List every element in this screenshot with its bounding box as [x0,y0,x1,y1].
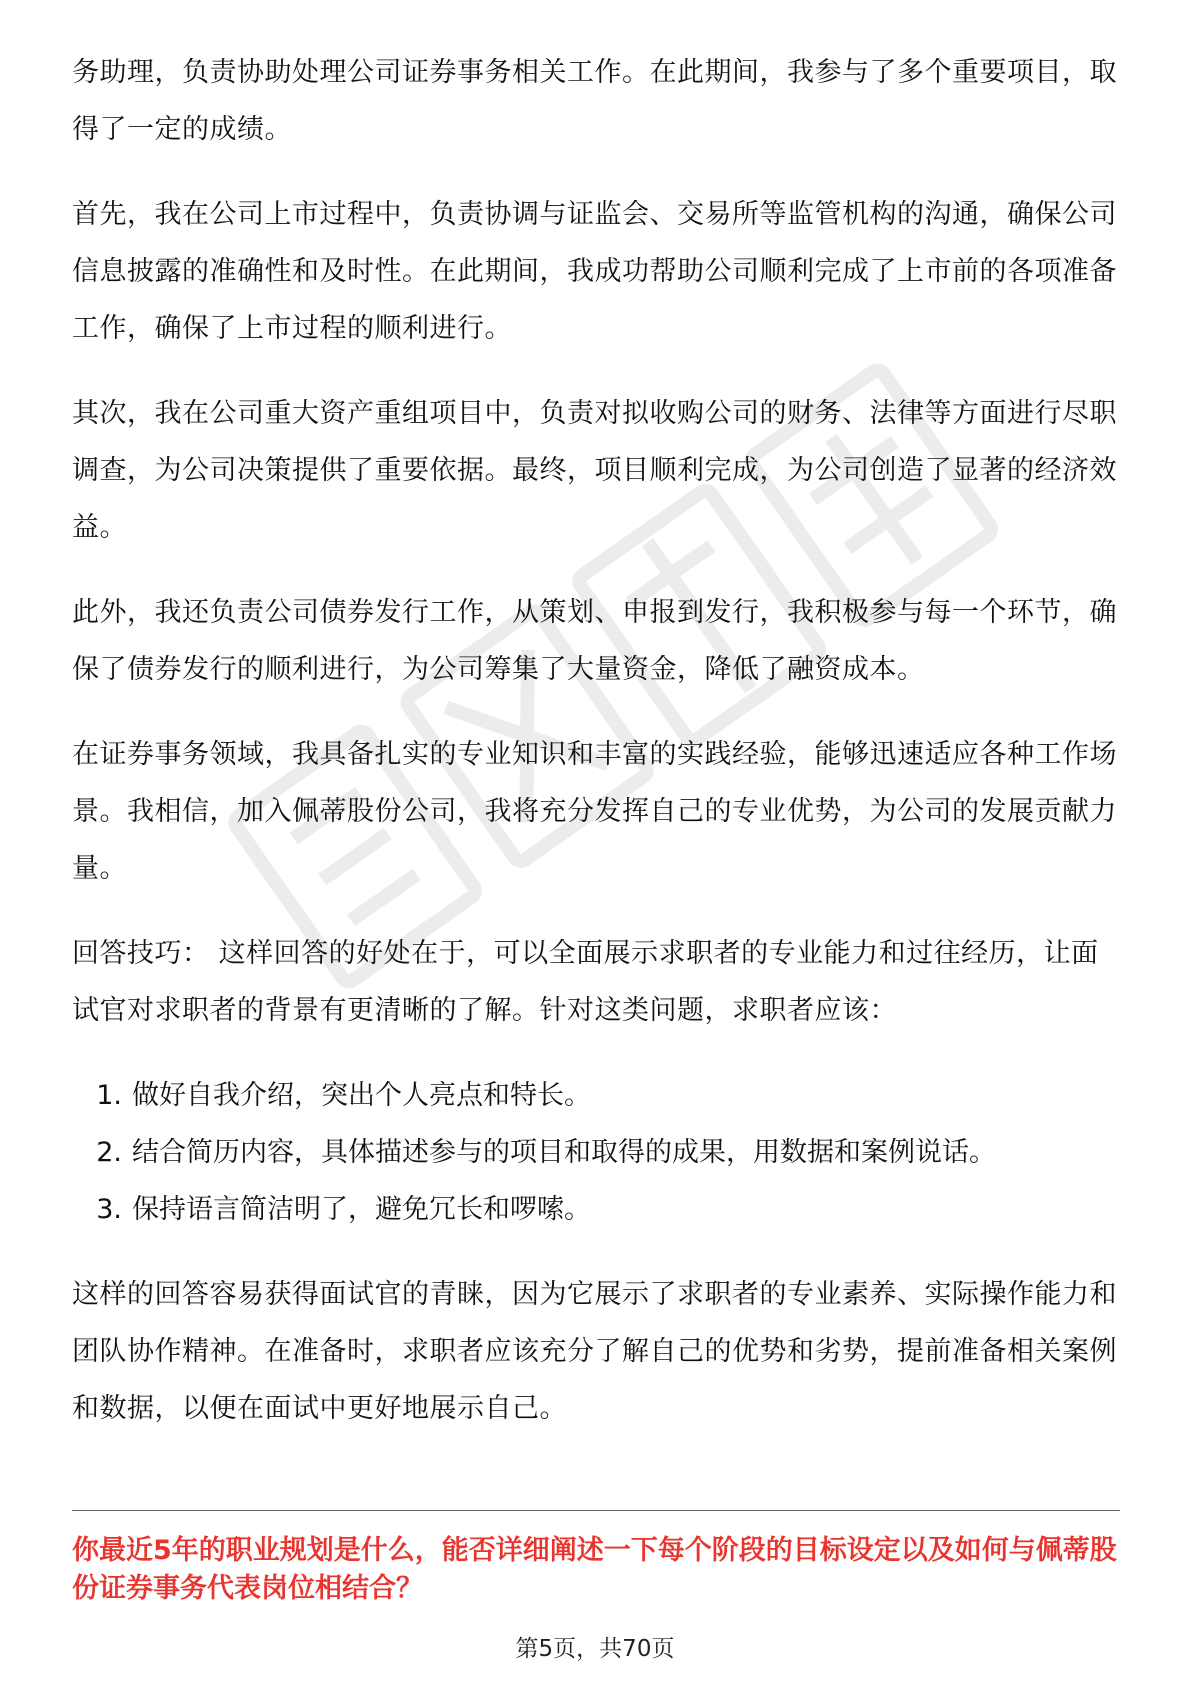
paragraph-first: 首先，我在公司上市过程中，负责协调与证监会、交易所等监管机构的沟通，确保公司信息披露的准确性和及时性。在此期间，我成功帮助公司顺利完成了上市前的各项准备工作，确保了上市过程的顺利进行。 [72,199,1117,344]
list-item-number: 2. [96,1137,122,1168]
paragraph-summary: 在证券事务领域，我具备扎实的专业知识和丰富的实践经验，能够迅速适应各种工作场景。我相信，加入佩蒂股份公司，我将充分发挥自己的专业优势，为公司的发展贡献力量。 [72,739,1117,884]
paragraph-tips-intro: 回答技巧： 这样回答的好处在于，可以全面展示求职者的专业能力和过往经历，让面试官对求职者的背景有更清晰的了解。针对这类问题，求职者应该： [72,938,1099,1026]
paragraph-second: 其次，我在公司重大资产重组项目中，负责对拟收购公司的财务、法律等方面进行尽职调查，为公司决策提供了重要依据。最终，项目顺利完成，为公司创造了显著的经济效益。 [72,398,1117,543]
list-item-text: 保持语言简洁明了，避免冗长和啰嗦。 [132,1194,591,1225]
page-body [72,44,1120,1465]
list-item-text: 做好自我介绍，突出个人亮点和特长。 [132,1080,591,1111]
list-item-text: 结合简历内容，具体描述参与的项目和取得的成果，用数据和案例说话。 [132,1137,996,1168]
page-number-footer: 第5页，共70页 [515,1636,675,1662]
list-item [72,1124,1120,1181]
tips-list [72,1067,1120,1238]
list-item-number: 3. [96,1194,122,1225]
next-question-heading: 你最近5年的职业规划是什么，能否详细阐述一下每个阶段的目标设定以及如何与佩蒂股份证券事务代表岗位相结合？ [72,1535,1117,1604]
paragraph-closing: 这样的回答容易获得面试官的青睐，因为它展示了求职者的专业素养、实际操作能力和团队协作精神。在准备时，求职者应该充分了解自己的优势和劣势，提前准备相关案例和数据，以便在面试中更好地展示自己。 [72,1279,1117,1424]
list-item-number: 1. [96,1080,122,1111]
section-divider [72,1510,1120,1511]
paragraph-intro: 务助理，负责协助处理公司证券事务相关工作。在此期间，我参与了多个重要项目，取得了一定的成绩。 [72,57,1117,145]
list-item [72,1067,1120,1124]
list-item [72,1181,1120,1238]
paragraph-third: 此外，我还负责公司债券发行工作，从策划、申报到发行，我积极参与每一个环节，确保了债券发行的顺利进行，为公司筹集了大量资金，降低了融资成本。 [72,597,1117,685]
